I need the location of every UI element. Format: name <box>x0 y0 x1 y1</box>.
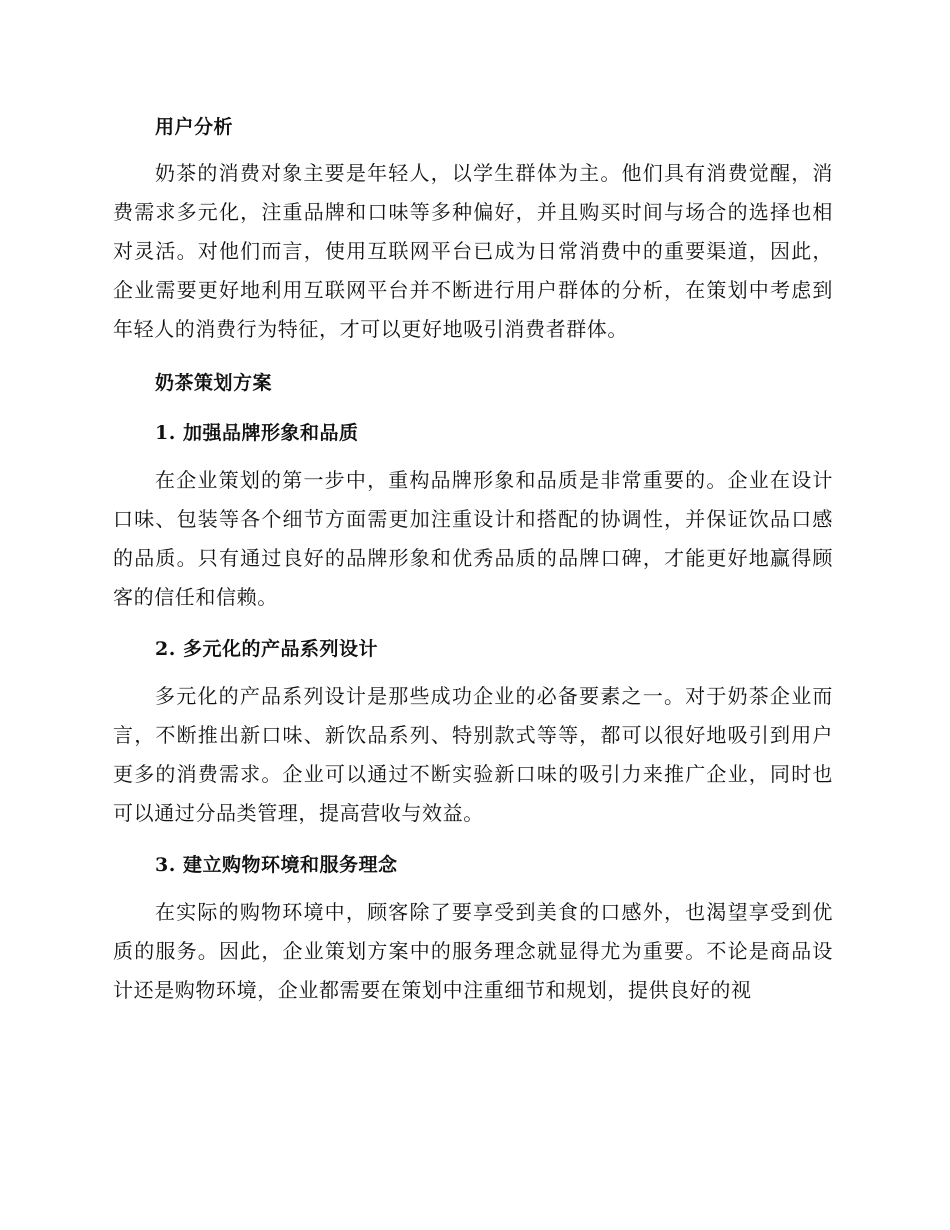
document-page <box>113 108 833 1010</box>
subheading-product-series: 2. 多元化的产品系列设计 <box>155 638 378 660</box>
paragraph-user-analysis: 奶茶的消费对象主要是年轻人，以学生群体为主。他们具有消费觉醒，消费需求多元化，注重品牌和口味等多种偏好，并且购买时间与场合的选择也相对灵活。对他们而言，使用互联网平台已成为日常消费中的重要渠道，因此，企业需要更好地利用互联网平台并不断进行用户群体的分析，在策划中考虑到年轻人的消费行为特征，才可以更好地吸引消费者群体。 <box>113 161 833 341</box>
paragraph-brand-quality: 在企业策划的第一步中，重构品牌形象和品质是非常重要的。企业在设计口味、包装等各个细节方面需更加注重设计和搭配的协调性，并保证饮品口感的品质。只有通过良好的品牌形象和优秀品质的品牌口碑，才能更好地赢得顾客的信任和信赖。 <box>113 468 833 609</box>
section-heading-user-analysis: 用户分析 <box>155 116 234 138</box>
subheading-brand-quality: 1. 加强品牌形象和品质 <box>155 422 359 444</box>
section-heading-plan: 奶茶策划方案 <box>155 372 273 394</box>
subheading-shopping-environment: 3. 建立购物环境和服务理念 <box>155 854 398 876</box>
paragraph-product-series: 多元化的产品系列设计是那些成功企业的必备要素之一。对于奶茶企业而言，不断推出新口味、新饮品系列、特别款式等等，都可以很好地吸引到用户更多的消费需求。企业可以通过不断实验新口味的吸引力来推广企业，同时也可以通过分品类管理，提高营收与效益。 <box>113 684 833 825</box>
paragraph-shopping-environment: 在实际的购物环境中，顾客除了要享受到美食的口感外，也渴望享受到优质的服务。因此，企业策划方案中的服务理念就显得尤为重要。不论是商品设计还是购物环境，企业都需要在策划中注重细节和规划，提供良好的视 <box>113 900 833 1002</box>
